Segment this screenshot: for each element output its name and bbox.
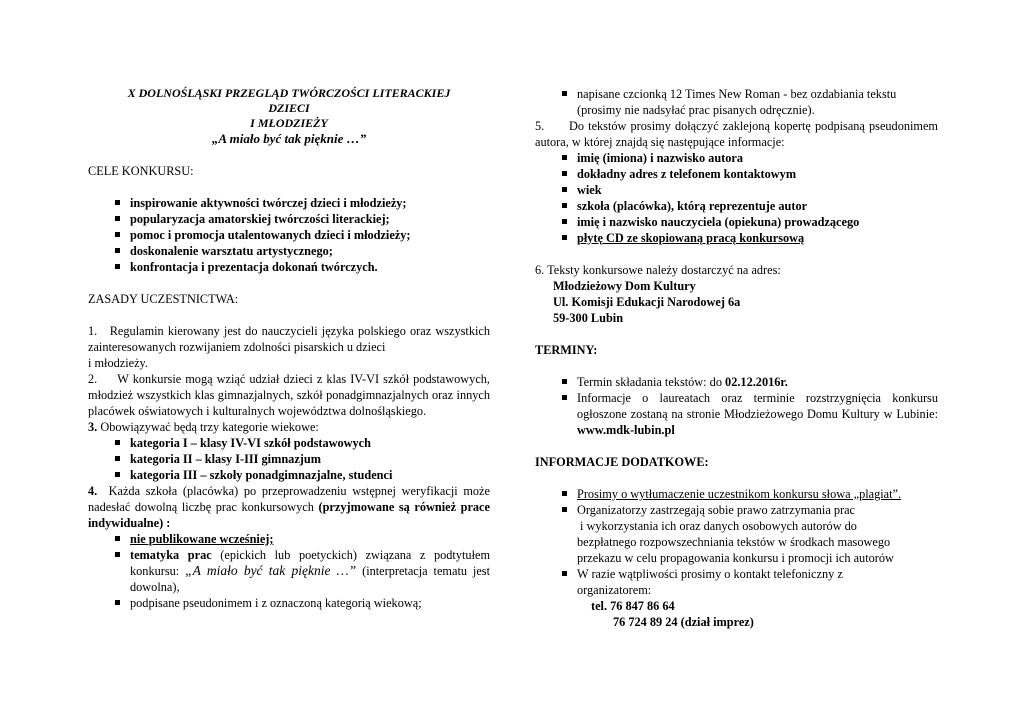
list-item: doskonalenie warsztatu artystycznego; [88,243,490,259]
paragraph-number: 6. [535,263,545,277]
paragraph-4: 4. Każda szkoła (placówka) po przeprowadzeniu wstępnej weryfikacji może nadesłać dowolną liczbę prac konkursowych (przyjmowane są również prace indywidualne) : [88,484,490,530]
paragraph-1 [88,323,490,355]
paragraph-2 [88,371,490,419]
list-item: dokładny adres z telefonem kontaktowym [535,166,938,182]
paragraph-text: Teksty konkursowe należy dostarczyć na adres: [547,263,781,277]
list-item: Organizatorzy zastrzegają sobie prawo zatrzymania prac i wykorzystania ich oraz danych osobowych autorów do bezpłatnego rozpowszechniania tekstów w środkach masowego przekazu w celu propagowania konkursu i promocji ich autorów [535,502,938,566]
requirements-list-cont [535,86,938,118]
list-item: imię (imiona) i nazwisko autora [535,150,938,166]
paragraph-number: 2. [88,372,98,386]
right-column [535,86,938,630]
dodatkowe-list [535,486,938,598]
phone-2: 76 724 89 24 (dział imprez) [613,615,754,629]
address-line-1: Młodzieżowy Dom Kultury [553,279,696,293]
paragraph-text: Obowiązywać będą trzy kategorie wiekowe: [100,420,319,434]
paragraph-bold: (przyjmowane są również prace indywidualne) [88,500,490,530]
list-item: kategoria III – szkoły ponadgimnazjalne, studenci [88,467,490,483]
paragraph-6 [535,262,938,278]
list-item: nie publikowane wcześniej; [88,531,490,547]
address-line-2: Ul. Komisji Edukacji Narodowej 6a [553,295,741,309]
paragraph-text: Każda szkoła (placówka) po przeprowadzeniu wstępnej weryfikacji może nadesłać dowolną liczbę prac konkursowych [88,484,490,514]
list-item: podpisane pseudonimem i z oznaczoną kategorią wiekową; [88,595,490,611]
paragraph-text: Do tekstów prosimy dołączyć zaklejoną kopertę podpisaną pseudonimem autora, w której znajdą się następujące informacje: [535,119,938,149]
paragraph-text: W konkursie mogą wziąć udział dzieci z klas IV-VI szkół podstawowych, młodzież wszystkich klas gimnazjalnych, szkół ponadgimnazjalnych oraz innych placówek oświatowych i kulturalnych województwa dolnośląskiego. [88,372,491,418]
zasady-heading: ZASADY UCZESTNICTWA: [88,292,239,306]
kategorie-list [88,435,490,483]
cele-list [88,195,490,275]
subtitle: „A miało być tak pięknie …” [211,131,367,146]
paragraph-1-cont: i młodzieży. [88,356,148,370]
left-column [88,86,490,611]
info-list [535,150,938,246]
paragraph-number: 3. [88,420,98,434]
paragraph-number: 5. [535,119,545,133]
list-item: tematyka prac (epickich lub poetyckich) związana z podtytułem konkursu: „A miało być tak pięknie …” (interpretacja tematu jest dowolna), [88,547,490,595]
paragraph-5 [535,118,938,150]
list-item: Termin składania tekstów: do 02.12.2016r. [535,374,938,390]
list-item: kategoria I – klasy IV-VI szkół podstawowych [88,435,490,451]
paragraph-number: 4. [88,484,98,498]
title-line-2: DZIECI [268,101,310,115]
list-item: konfrontacja i prezentacja dokonań twórczych. [88,259,490,275]
title-line-3: I MŁODZIEŻY [250,116,328,130]
list-item: W razie wątpliwości prosimy o kontakt telefoniczny z organizatorem: [535,566,938,598]
list-item: inspirowanie aktywności twórczej dzieci i młodzieży; [88,195,490,211]
paragraph-3 [88,419,490,435]
list-item: szkoła (placówka), którą reprezentuje autor [535,198,938,214]
paragraph-text: Regulamin kierowany jest do nauczycieli języka polskiego oraz wszystkich zainteresowanych rozwijaniem zdolności pisarskich u dzieci [88,324,490,354]
title-line-1: X DOLNOŚLĄSKI PRZEGLĄD TWÓRCZOŚCI LITERACKIEJ [127,86,451,100]
terminy-list [535,374,938,438]
paragraph-number: 1. [88,324,98,338]
list-item: wiek [535,182,938,198]
requirements-list [88,531,490,611]
cele-heading: CELE KONKURSU: [88,164,194,178]
list-item: płytę CD ze skopiowaną pracą konkursową [535,230,938,246]
list-item: imię i nazwisko nauczyciela (opiekuna) prowadzącego [535,214,938,230]
list-item: kategoria II – klasy I-III gimnazjum [88,451,490,467]
list-item: popularyzacja amatorskiej twórczości literackiej; [88,211,490,227]
list-item: Prosimy o wytłumaczenie uczestnikom konkursu słowa „plagiat”. [535,486,938,502]
list-item: Informacje o laureatach oraz terminie rozstrzygnięcia konkursu ogłoszone zostaną na stronie Młodzieżowego Domu Kultury w Lubinie: www.mdk-lubin.pl [535,390,938,438]
list-item: pomoc i promocja utalentowanych dzieci i młodzieży; [88,227,490,243]
website-link[interactable]: www.mdk-lubin.pl [577,423,675,437]
info-heading: INFORMACJE DODATKOWE: [535,455,709,469]
terminy-heading: TERMINY: [535,343,598,357]
phone-1: tel. 76 847 86 64 [591,599,675,613]
list-item: napisane czcionką 12 Times New Roman - bez ozdabiania tekstu (prosimy nie nadsyłać prac pisanych odręcznie). [535,86,938,118]
address-line-3: 59-300 Lubin [553,311,624,325]
